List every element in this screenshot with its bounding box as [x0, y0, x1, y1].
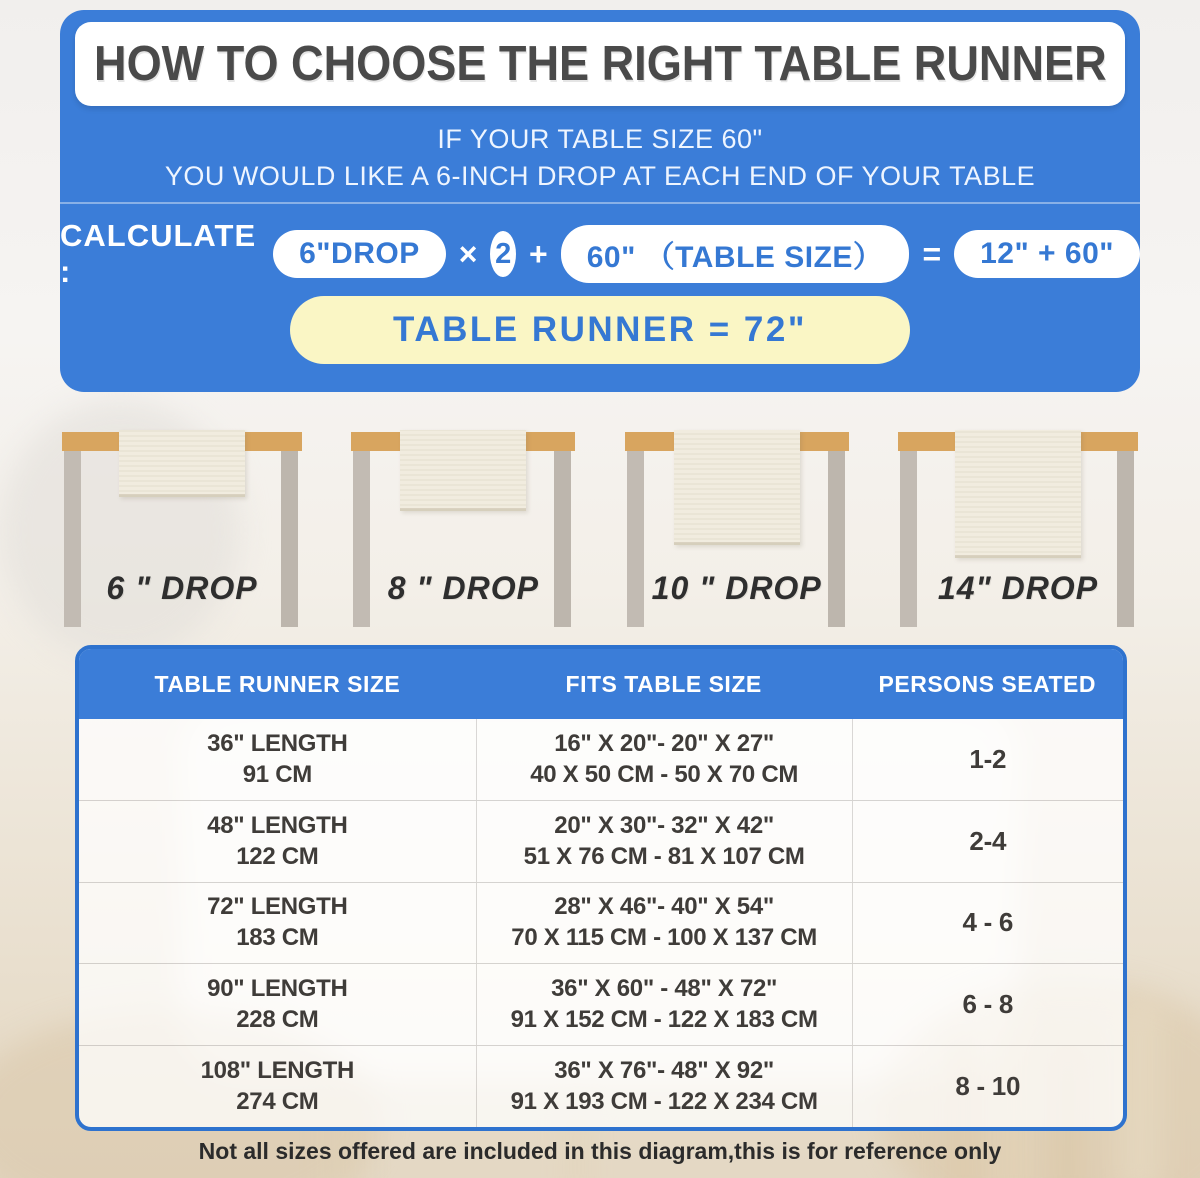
fits-table-cell	[476, 1046, 852, 1127]
plus-symbol: +	[529, 235, 548, 272]
fits-table-cell	[476, 883, 852, 964]
formula-drop-pill: 6"DROP	[273, 230, 446, 278]
drop-examples	[62, 430, 1138, 632]
persons-count: 2-4	[969, 825, 1007, 856]
column-header-persons: PERSONS SEATED	[878, 670, 1096, 697]
drop-figure-8	[351, 430, 575, 632]
fits-table-cell	[476, 801, 852, 882]
persons-count: 1-2	[969, 743, 1007, 774]
persons-seated-cell	[852, 801, 1123, 882]
fits-size-inches: 36" X 60" - 48" X 72"	[551, 975, 778, 1003]
runner-size-inches: 90" LENGTH	[207, 975, 348, 1003]
fits-size-cm: 91 X 152 CM - 122 X 183 CM	[510, 1006, 818, 1034]
fits-size-cm: 70 X 115 CM - 100 X 137 CM	[511, 924, 817, 952]
drop-figure-14	[898, 430, 1138, 632]
runner-size-inches: 72" LENGTH	[207, 893, 348, 921]
runner-size-inches: 108" LENGTH	[200, 1057, 355, 1085]
drop-figure-10	[625, 430, 849, 632]
runner-size-cell	[79, 883, 476, 964]
drop-figure-6	[62, 430, 302, 632]
fits-size-inches: 36" X 76"- 48" X 92"	[554, 1057, 774, 1085]
column-header-fits-table: FITS TABLE SIZE	[565, 670, 762, 697]
persons-seated-cell	[852, 719, 1123, 800]
fits-size-inches: 20" X 30"- 32" X 42"	[554, 811, 774, 839]
subtitle-line-1: IF YOUR TABLE SIZE 60"	[437, 124, 763, 154]
runner-size-inches: 48" LENGTH	[207, 811, 348, 839]
runner-size-cm: 122 CM	[236, 842, 319, 870]
runner-size-cm: 228 CM	[236, 1006, 319, 1034]
fits-size-inches: 16" X 20"- 20" X 27"	[554, 729, 774, 757]
fits-table-cell	[476, 964, 852, 1045]
hero-divider-line	[60, 202, 1140, 204]
formula-multiplier-circle: 2	[490, 231, 516, 277]
runner-result-pill: TABLE RUNNER = 72"	[290, 296, 910, 364]
table-row	[79, 882, 1123, 964]
subtitle-line-2: YOU WOULD LIKE A 6-INCH DROP AT EACH END OF YOUR TABLE	[164, 161, 1036, 191]
fits-size-cm: 40 X 50 CM - 50 X 70 CM	[530, 760, 799, 788]
persons-count: 8 - 10	[955, 1071, 1021, 1102]
runner-size-cm: 183 CM	[236, 924, 319, 952]
runner-size-cell	[79, 719, 476, 800]
persons-seated-cell	[852, 1046, 1123, 1127]
table-row	[79, 800, 1123, 882]
size-chart-header	[79, 649, 1123, 719]
size-chart-body	[79, 719, 1123, 1127]
title-banner	[75, 22, 1125, 106]
formula-table-size-pill: 60" （TABLE SIZE）	[561, 225, 910, 283]
table-row	[79, 719, 1123, 800]
persons-count: 6 - 8	[962, 989, 1014, 1020]
table-runner-illustration	[400, 430, 526, 511]
table-runner-illustration	[119, 430, 245, 497]
page-title: HOW TO CHOOSE THE RIGHT TABLE RUNNER	[93, 37, 1107, 91]
fits-size-inches: 28" X 46"- 40" X 54"	[554, 893, 774, 921]
calculate-label: CALCULATE :	[60, 218, 257, 289]
disclaimer-footnote: Not all sizes offered are included in this diagram,this is for reference only	[198, 1138, 1002, 1164]
runner-size-cell	[79, 964, 476, 1045]
hero-panel	[60, 10, 1140, 392]
runner-size-cell	[79, 1046, 476, 1127]
persons-seated-cell	[852, 964, 1123, 1045]
runner-size-cm: 274 CM	[236, 1088, 319, 1116]
table-row	[79, 1045, 1123, 1127]
fits-size-cm: 91 X 193 CM - 122 X 234 CM	[510, 1088, 818, 1116]
drop-label: 10 " DROP	[651, 570, 822, 606]
calculation-formula	[60, 218, 1140, 289]
equals-symbol: =	[922, 235, 942, 272]
drop-label: 14" DROP	[937, 570, 1099, 606]
table-row	[79, 963, 1123, 1045]
runner-size-cm: 91 CM	[242, 760, 312, 788]
fits-size-cm: 51 X 76 CM - 81 X 107 CM	[523, 842, 805, 870]
size-chart-card	[75, 645, 1127, 1131]
persons-count: 4 - 6	[962, 907, 1014, 938]
table-runner-illustration	[674, 430, 800, 545]
formula-result-pill: 12" + 60"	[954, 230, 1140, 278]
runner-size-inches: 36" LENGTH	[207, 729, 348, 757]
multiply-symbol: ×	[458, 235, 478, 272]
fits-table-cell	[476, 719, 852, 800]
drop-label: 6 " DROP	[106, 570, 258, 606]
column-header-runner-size: TABLE RUNNER SIZE	[154, 670, 401, 697]
runner-size-cell	[79, 801, 476, 882]
table-runner-illustration	[955, 430, 1081, 558]
drop-label: 8 " DROP	[387, 570, 539, 606]
persons-seated-cell	[852, 883, 1123, 964]
